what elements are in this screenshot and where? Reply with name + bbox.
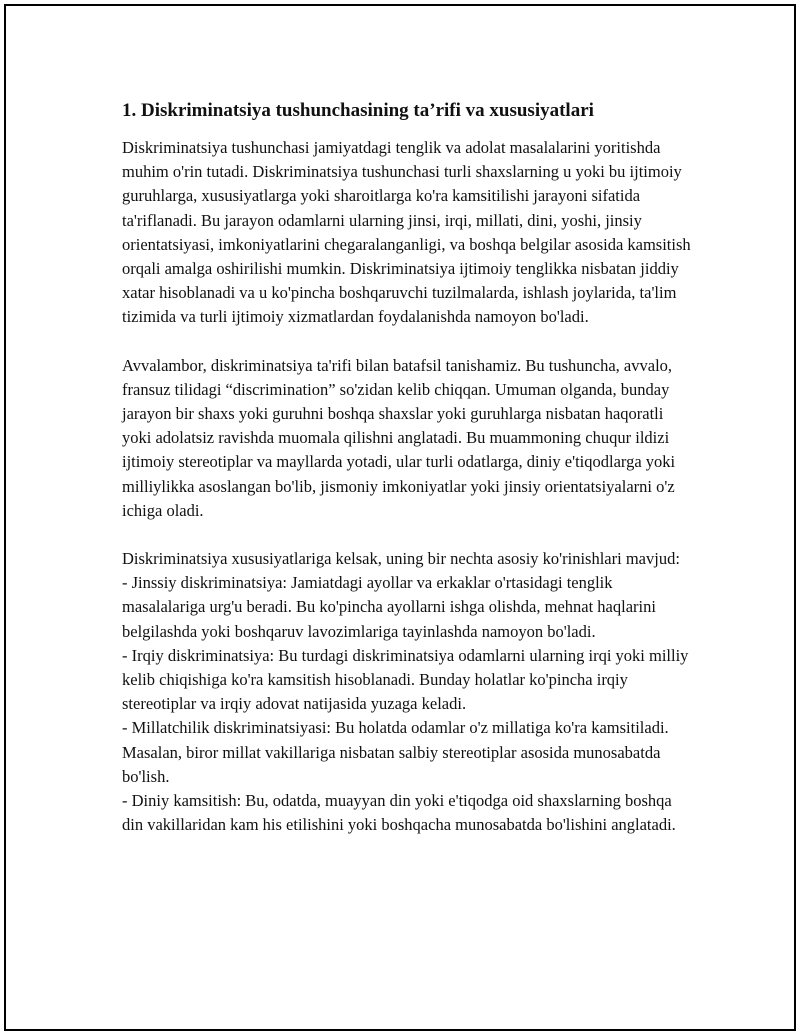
paragraph-list-intro: Diskriminatsiya xususiyatlariga kelsak, uning bir nechta asosiy ko'rinishlari mavjud: — [122, 549, 680, 569]
paragraph-definition: Diskriminatsiya tushunchasi jamiyatdagi tenglik va adolat masalalarini yoritishda muhim o'rin tutadi. Diskriminatsiya tushunchasi turli shaxslarning u yoki bu ijtimoiy guruhlarga, xususiyatlarga yoki sharoitlarga ko'ra kamsitilishi jarayoni sifatida ta'riflanadi. Bu jarayon odamlarni ularning jinsi, irqi, millati, dini, yoshi, jinsiy orientatsiyasi, imkoniyatlarini chegaralanganligi, va boshqa belgilar asosida kamsitish orqali amalga oshirilishi mumkin. Diskriminatsiya ijtimoiy tenglikka nisbatan jiddiy xatar hisoblanadi va u ko'pincha boshqaruvchi tuzilmalarda, ishlash joylarida, ta'lim tizimida va turli ijtimoiy xizmatlardan foydalanishda namoyon bo'ladi. — [122, 138, 691, 327]
list-item-nationality: - Millatchilik diskriminatsiyasi: Bu holatda odamlar o'z millatiga ko'ra kamsitiladi. Masalan, biror millat vakillariga nisbatan salbiy stereotiplar asosida munosabatda bo'lish. — [122, 718, 669, 786]
discrimination-types-list — [122, 571, 692, 837]
list-item-gender: - Jinssiy diskriminatsiya: Jamiatdagi ayollar va erkaklar o'rtasidagi tenglik masalalariga urg'u beradi. Bu ko'pincha ayollarni ishga olishda, mehnat haqlarini belgilashda yoki boshqaruv lavozimlariga tayinlashda namoyon bo'ladi. — [122, 573, 656, 641]
paragraph-etymology: Avvalambor, diskriminatsiya ta'rifi bilan batafsil tanishamiz. Bu tushuncha, avvalo, fransuz tilidagi “discrimination” so'zidan kelib chiqqan. Umuman olganda, bunday jarayon bir shaxs yoki guruhni boshqa shaxslar yoki guruhlarga nisbatan haqoratli yoki adolatsiz ravishda muomala qilishni anglatadi. Bu muammoning chuqur ildizi ijtimoiy stereotiplar va mayllarda yotadi, ular turli odatlarga, diniy e'tiqodlarga yoki milliylikka asoslangan bo'lib, jismoniy imkoniyatlar yoki jinsiy orientatsiyalarni o'z ichiga oladi. — [122, 355, 676, 520]
list-item-racial: - Irqiy diskriminatsiya: Bu turdagi diskriminatsiya odamlarni ularning irqi yoki milliy kelib chiqishiga ko'ra kamsitish hisoblanadi. Bunday holatlar ko'pincha irqiy stereotiplar va irqiy adovat natijasida yuzaga keladi. — [122, 645, 689, 714]
section-heading: 1. Diskriminatsiya tushunchasining ta’rifi va xususiyatlari — [122, 100, 594, 121]
list-item-religious: - Diniy kamsitish: Bu, odatda, muayyan din yoki e'tiqodga oid shaxslarning boshqa din vakillaridan kam his etilishini yoki boshqacha munosabatda bo'lishini anglatadi. — [122, 791, 676, 835]
page-frame — [4, 4, 796, 1031]
document-body — [122, 98, 692, 837]
